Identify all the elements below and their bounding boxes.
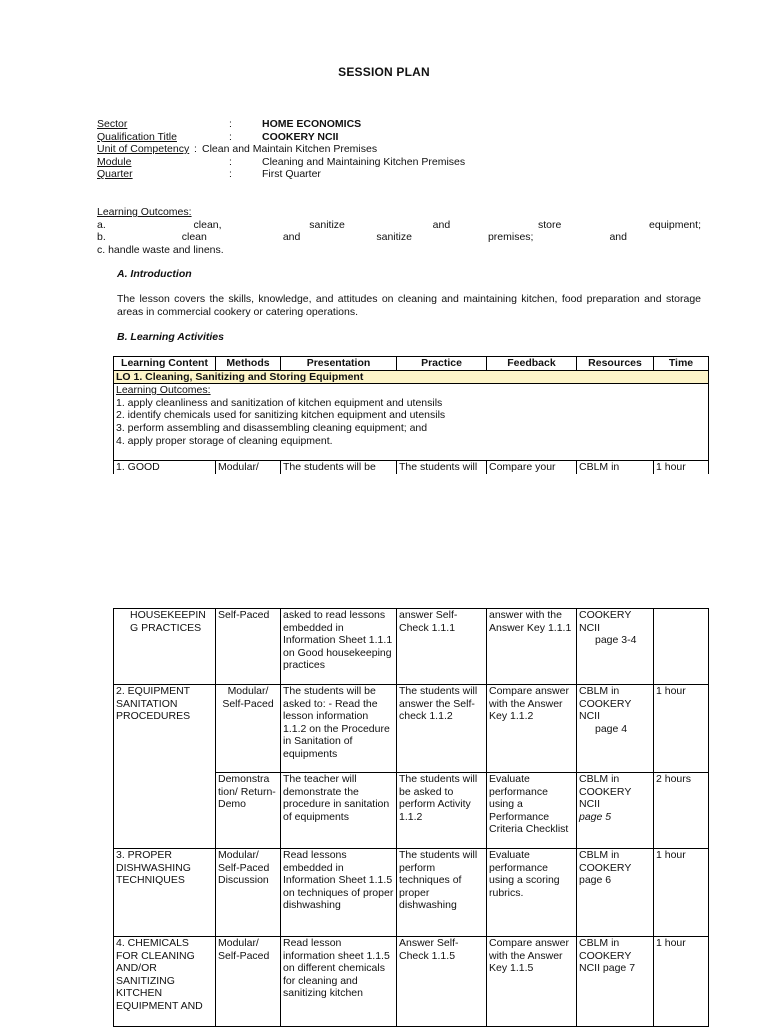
table-row	[114, 937, 709, 1027]
column-header: Time	[654, 357, 709, 371]
table-row	[114, 609, 709, 685]
lo-word: and	[609, 231, 627, 243]
info-label: Unit of Competency	[97, 143, 190, 155]
info-label: Qualification Title	[97, 130, 177, 143]
cell-methods: Self-Paced	[216, 609, 281, 685]
learning-activities-table-continued	[113, 608, 709, 1027]
cell-resources: CBLM in COOKERY NCII page 7	[577, 937, 654, 1027]
lo-word: and	[432, 218, 451, 231]
lo-word: clean,	[193, 218, 222, 231]
lo-title-row	[114, 370, 709, 384]
info-value: COOKERY NCII	[262, 130, 339, 143]
cell-content: 3. PROPER DISHWASHING TECHNIQUES	[114, 849, 216, 937]
lo-word: store	[537, 218, 562, 231]
cell-content: HOUSEKEEPIN G PRACTICES	[114, 609, 216, 685]
cell-methods: Demonstra tion/ Return-Demo	[216, 773, 281, 849]
column-header: Learning Content	[114, 357, 216, 371]
learning-outcome-b	[97, 231, 627, 244]
cell-content: 2. EQUIPMENT SANITATION PROCEDURES	[114, 685, 216, 849]
resource-page: page 5	[579, 810, 612, 823]
cell-methods: Modular/ Self-Paced	[216, 937, 281, 1027]
column-header: Practice	[397, 357, 487, 371]
cell-resources	[577, 609, 654, 685]
introduction-heading: A. Introduction	[117, 268, 192, 280]
lo-outcome-item: 1. apply cleanliness and sanitization of kitchen equipment and utensils	[116, 396, 443, 409]
cell-methods: Modular/ Self-Paced	[216, 685, 281, 773]
cell-presentation: The teacher will demonstrate the procedure in sanitation of equipments	[281, 773, 397, 849]
learning-outcomes-heading: Learning Outcomes:	[97, 206, 192, 218]
info-colon: :	[229, 168, 232, 180]
cell-practice: The students will answer the Self-check 1.1.2	[397, 685, 487, 773]
lo-word: and	[282, 231, 301, 243]
lo-word: b.	[97, 231, 106, 243]
column-header: Resources	[577, 357, 654, 371]
cell-feedback: Compare answer with the Answer Key 1.1.5	[487, 937, 577, 1027]
lo-outcome-item: 4. apply proper storage of cleaning equipment.	[116, 434, 333, 447]
table-row	[114, 461, 709, 475]
cell-practice: Answer Self-Check 1.1.5	[397, 937, 487, 1027]
cell-time: 1 hour	[654, 461, 709, 475]
cell-time: 1 hour	[654, 685, 709, 773]
cell-resources	[577, 685, 654, 773]
cell-practice: answer Self-Check 1.1.1	[397, 609, 487, 685]
cell-resources: CBLM in	[577, 461, 654, 475]
table-row	[114, 849, 709, 937]
cell-feedback: Compare answer with the Answer Key 1.1.2	[487, 685, 577, 773]
cell-time: 1 hour	[654, 937, 709, 1027]
info-colon: :	[229, 118, 232, 130]
column-header: Methods	[216, 357, 281, 371]
cell-feedback: answer with the Answer Key 1.1.1	[487, 609, 577, 685]
lo-outcome-item: 3. perform assembling and disassembling cleaning equipment; and	[116, 421, 428, 434]
cell-practice: The students will	[397, 461, 487, 475]
learning-activities-table	[113, 356, 709, 475]
cell-time: 1 hour	[654, 849, 709, 937]
cell-presentation: The students will be asked to: - Read the lesson information 1.1.2 on the Procedure in Sanitation of equipments	[281, 685, 397, 773]
lo-word: clean	[181, 231, 207, 243]
cell-resources: CBLM in COOKERY page 6	[577, 849, 654, 937]
resource-text: CBLM in COOKERY NCII	[579, 773, 632, 811]
info-value: Cleaning and Maintaining Kitchen Premises	[262, 155, 466, 168]
info-label: Module	[97, 155, 132, 168]
resource-page: page 3-4	[595, 634, 637, 647]
cell-content: 4. CHEMICALS FOR CLEANING AND/OR SANITIZING KITCHEN EQUIPMENT AND	[114, 937, 216, 1027]
lo-word: equipment;	[649, 218, 701, 231]
cell-time	[654, 609, 709, 685]
lo-outcomes-cell	[114, 384, 709, 461]
info-label: Sector	[97, 118, 128, 130]
lo-word: a.	[97, 218, 106, 231]
learning-outcome-a	[97, 219, 701, 232]
lo-outcome-item: 2. identify chemicals used for sanitizing kitchen equipment and utensils	[116, 409, 446, 422]
cell-presentation: The students will be	[281, 461, 397, 475]
cell-methods: Modular/ Self-Paced Discussion	[216, 849, 281, 937]
info-colon: :	[194, 143, 197, 155]
learning-activities-heading: B. Learning Activities	[117, 331, 224, 343]
info-value: HOME ECONOMICS	[262, 118, 362, 130]
cell-practice: The students will be asked to perform Activity 1.1.2	[397, 773, 487, 849]
resource-page: page 4	[595, 722, 628, 735]
page-break-gap	[0, 474, 768, 608]
cell-presentation: Read lessons embedded in Information Sheet 1.1.5 on techniques of proper dishwashing	[281, 849, 397, 937]
info-colon: :	[229, 155, 232, 168]
learning-outcome-c: c. handle waste and linens.	[97, 243, 224, 256]
info-value: First Quarter	[262, 168, 321, 180]
lo-title: LO 1. Cleaning, Sanitizing and Storing Equipment	[114, 370, 709, 384]
cell-time: 2 hours	[654, 773, 709, 849]
cell-methods: Modular/	[216, 461, 281, 475]
cell-feedback: Compare your	[487, 461, 577, 475]
info-value: Clean and Maintain Kitchen Premises	[202, 143, 378, 155]
cell-resources	[577, 773, 654, 849]
resource-text: COOKERY NCII	[579, 609, 632, 634]
cell-feedback: Evaluate performance using a Performance Criteria Checklist	[487, 773, 577, 849]
table-row	[114, 685, 709, 773]
cell-practice: The students will perform techniques of proper dishwashing	[397, 849, 487, 937]
table-header-row	[114, 357, 709, 371]
lo-word: sanitize	[309, 218, 345, 231]
lo-word: premises;	[487, 231, 534, 243]
cell-content: 1. GOOD	[114, 461, 216, 475]
lo-outcomes-row	[114, 384, 709, 461]
cell-feedback: Evaluate performance using a scoring rubrics.	[487, 849, 577, 937]
cell-presentation: Read lesson information sheet 1.1.5 on different chemicals for cleaning and sanitizing kitchen	[281, 937, 397, 1027]
column-header: Presentation	[281, 357, 397, 371]
info-colon: :	[229, 130, 232, 143]
page-title: SESSION PLAN	[338, 65, 430, 79]
info-label: Quarter	[97, 168, 133, 180]
introduction-text: The lesson covers the skills, knowledge, and attitudes on cleaning and maintaining kitchen, food preparation and storage areas in commercial cookery or catering operations.	[117, 293, 701, 318]
cell-presentation: asked to read lessons embedded in Information Sheet 1.1.1 on Good housekeeping practices	[281, 609, 397, 685]
lo-outcomes-heading: Learning Outcomes:	[116, 384, 211, 397]
column-header: Feedback	[487, 357, 577, 371]
resource-text: CBLM in COOKERY NCII	[579, 685, 632, 723]
lo-word: sanitize	[376, 231, 412, 243]
